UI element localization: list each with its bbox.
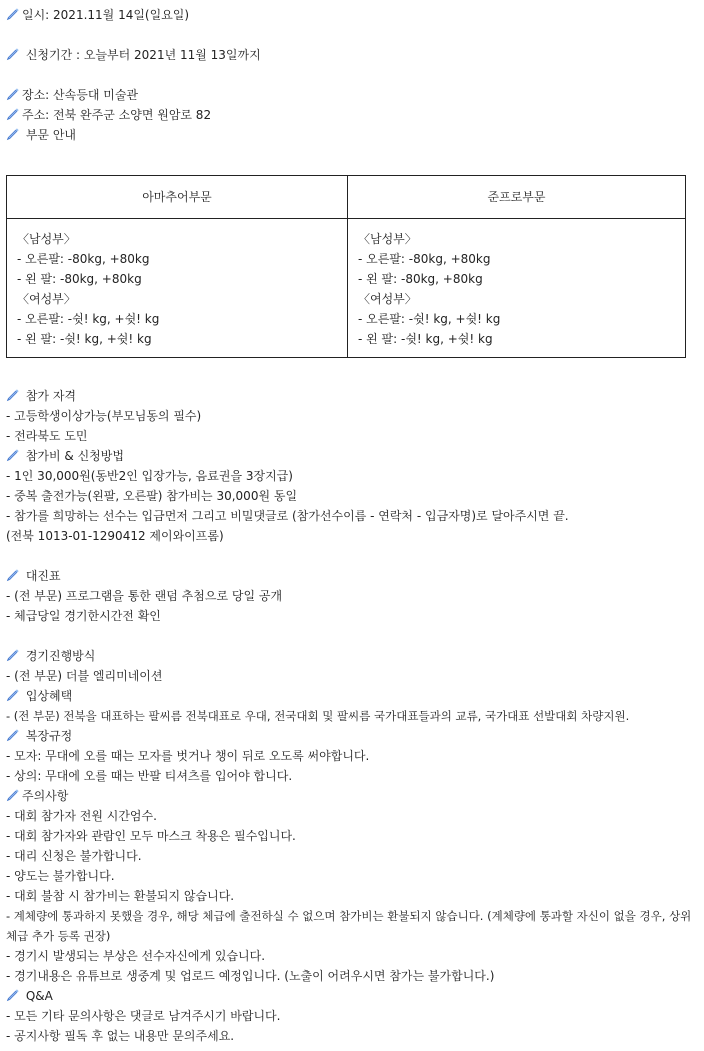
division-guide-line: 부문 안내 xyxy=(6,125,696,145)
section-title-bracket: 대진표 xyxy=(6,566,696,586)
section-title-notes: 주의사항 xyxy=(6,786,696,806)
list-item: - (전 부문) 전북을 대표하는 팔씨름 전북대표로 우대, 전국대회 및 팔씨름 국가대표들과의 교류, 국가대표 선발대회 차량지원. xyxy=(6,709,630,723)
list-item: - 대회 불참 시 참가비는 환불되지 않습니다. xyxy=(6,889,235,903)
list-item: - 오른팔: -80kg, +80kg xyxy=(358,252,491,266)
list-item: - 오른팔: -80kg, +80kg xyxy=(17,252,150,266)
list-item: - 계체량에 통과하지 못했을 경우, 해당 체급에 출전하실 수 없으며 참가비는 환불되지 않습니다. (계체량에 통과할 자신이 없을 경우, 상위 체급 추가 등록 권장) xyxy=(6,909,692,943)
event-notice xyxy=(6,0,696,145)
list-item: 〈여성부〉 xyxy=(17,292,76,306)
date-line: 일시: 2021.11월 14일(일요일) xyxy=(6,5,696,25)
list-item: - 왼 팔: -80kg, +80kg xyxy=(358,272,483,286)
list-item: 〈여성부〉 xyxy=(358,292,417,306)
pen-icon xyxy=(6,107,20,121)
list-item: - 체급당일 경기한시간전 확인 xyxy=(6,609,161,623)
list-item: - 경기시 발생되는 부상은 선수자신에게 있습니다. xyxy=(6,949,266,963)
list-item: - 오른팔: -쉿! kg, +쉿! kg xyxy=(358,312,501,326)
section-title-fee: 참가비 & 신청방법 xyxy=(6,446,696,466)
list-item: - 공지사항 필독 후 없는 내용만 문의주세요. xyxy=(6,1029,235,1043)
header-amateur: 아마추어부문 xyxy=(7,176,348,219)
pen-icon xyxy=(6,388,20,402)
list-item: - 왼 팔: -80kg, +80kg xyxy=(17,272,142,286)
section-title-dress: 복장규정 xyxy=(6,726,696,746)
amateur-cell xyxy=(7,219,348,358)
pen-icon xyxy=(6,648,20,662)
list-item: - 참가를 희망하는 선수는 입금먼저 그리고 비밀댓글로 (참가선수이름 - 연락처 - 입금자명)로 달아주시면 끝. xyxy=(6,509,569,523)
section-title-qna: Q&A xyxy=(6,986,696,1006)
list-item: (전북 1013-01-1290412 제이와이프롬) xyxy=(6,529,224,543)
list-item: - 중복 출전가능(왼팔, 오른팔) 참가비는 30,000원 동일 xyxy=(6,489,298,503)
list-item: - (전 부문) 프로그램을 통한 랜덤 추첨으로 당일 공개 xyxy=(6,589,283,603)
period-line: 신청기간 : 오늘부터 2021년 11월 13일까지 xyxy=(6,45,696,65)
pen-icon xyxy=(6,568,20,582)
section-title-format: 경기진행방식 xyxy=(6,646,696,666)
list-item: - 1인 30,000원(동반2인 입장가능, 음료권을 3장지급) xyxy=(6,469,293,483)
list-item: - 대회 참가자 전원 시간엄수. xyxy=(6,809,157,823)
section-title-qualification: 참가 자격 xyxy=(6,386,696,406)
list-item: - 상의: 무대에 오를 때는 반팔 티셔츠를 입어야 합니다. xyxy=(6,769,293,783)
list-item: 〈남성부〉 xyxy=(17,232,76,246)
pen-icon xyxy=(6,87,20,101)
list-item: - (전 부문) 더블 엘리미네이션 xyxy=(6,669,163,683)
pen-icon xyxy=(6,47,20,61)
pen-icon xyxy=(6,7,20,21)
address-line: 주소: 전북 완주군 소양면 원암로 82 xyxy=(6,105,696,125)
list-item: - 모든 기타 문의사항은 댓글로 남겨주시기 바랍니다. xyxy=(6,1009,281,1023)
pen-icon xyxy=(6,448,20,462)
pen-icon xyxy=(6,788,20,802)
pen-icon xyxy=(6,127,20,141)
pen-icon xyxy=(6,688,20,702)
list-item: - 왼 팔: -쉿! kg, +쉿! kg xyxy=(17,332,152,346)
section-title-benefits: 입상혜택 xyxy=(6,686,696,706)
list-item: - 전라북도 도민 xyxy=(6,429,88,443)
list-item: - 모자: 무대에 오를 때는 모자를 벗거나 챙이 뒤로 오도록 써야합니다. xyxy=(6,749,370,763)
pen-icon xyxy=(6,728,20,742)
list-item: - 경기내용은 유튜브로 생중계 및 업로드 예정입니다. (노출이 어려우시면 참가는 불가합니다.) xyxy=(6,969,495,983)
list-item: - 왼 팔: -쉿! kg, +쉿! kg xyxy=(358,332,493,346)
list-item: - 양도는 불가합니다. xyxy=(6,869,115,883)
place-line: 장소: 산속등대 미술관 xyxy=(6,85,696,105)
list-item: - 고등학생이상가능(부모님동의 필수) xyxy=(6,409,202,423)
list-item: 〈남성부〉 xyxy=(358,232,417,246)
list-item: - 대회 참가자와 관람인 모두 마스크 착용은 필수입니다. xyxy=(6,829,296,843)
pen-icon xyxy=(6,988,20,1002)
list-item: - 대리 신청은 불가합니다. xyxy=(6,849,142,863)
semipro-cell xyxy=(348,219,686,358)
division-table xyxy=(6,175,686,358)
list-item: - 오른팔: -쉿! kg, +쉿! kg xyxy=(17,312,160,326)
details xyxy=(6,386,696,1046)
header-semipro: 준프로부문 xyxy=(348,176,686,219)
